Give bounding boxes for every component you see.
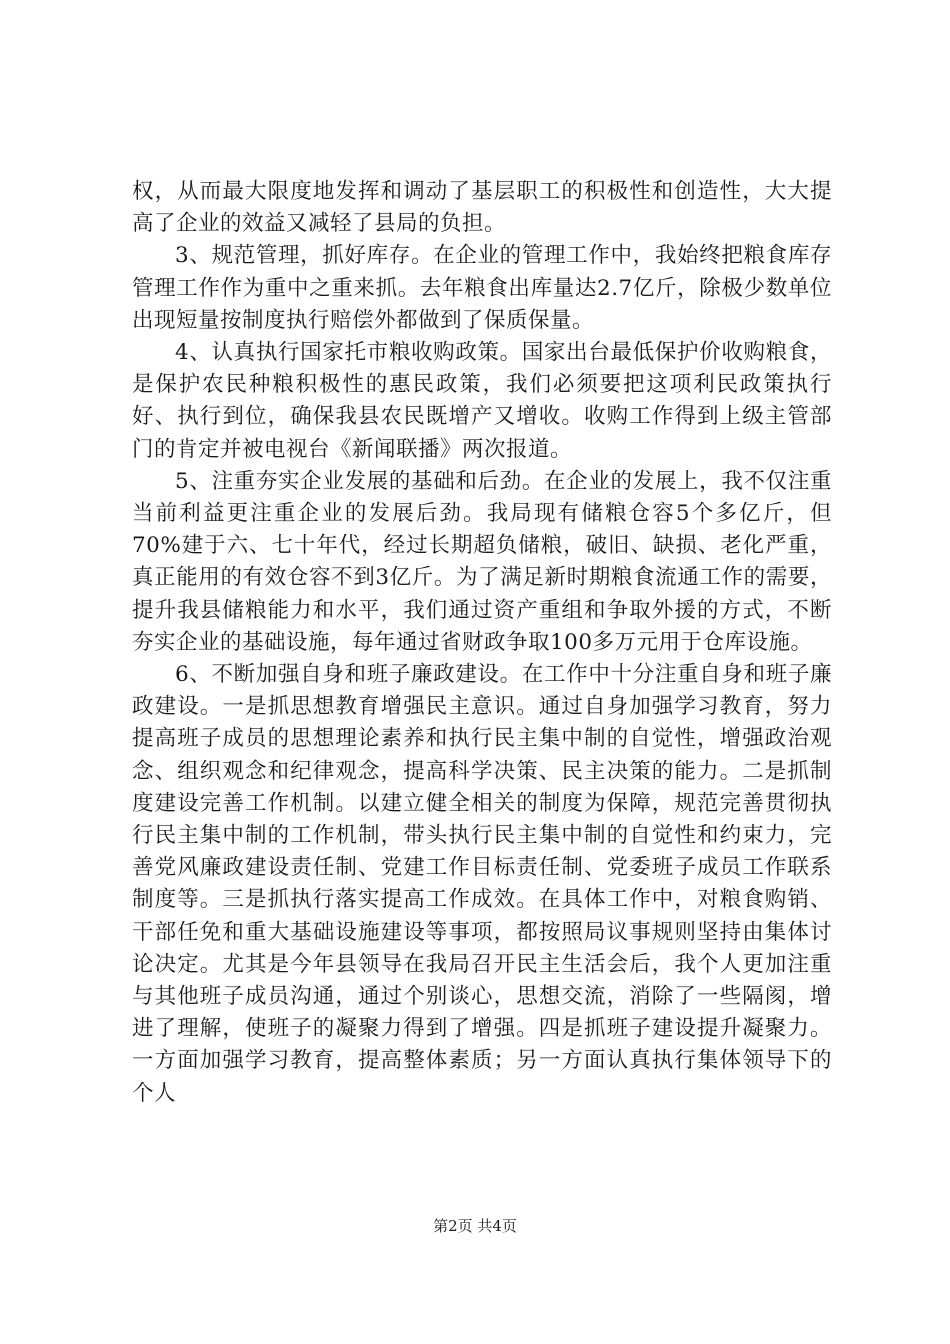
paragraph-continuation: 权，从而最大限度地发挥和调动了基层职工的积极性和创造性，大大提高了企业的效益又减轻了县局的负担。 <box>132 179 832 237</box>
paragraph-item-6: 6、不断加强自身和班子廉政建设。在工作中十分注重自身和班子廉政建设。一是抓思想教育增强民主意识。通过自身加强学习教育，努力提高班子成员的思想理论素养和执行民主集中制的自觉性，增强政治观念、组织观念和纪律观念，提高科学决策、民主决策的能力。二是抓制度建设完善工作机制。以建立健全相关的制度为保障，规范完善贯彻执行民主集中制的工作机制，带头执行民主集中制的自觉性和约束力，完善党风廉政建设责任制、党建工作目标责任制、党委班子成员工作联系制度等。三是抓执行落实提高工作成效。在具体工作中，对粮食购销、干部任免和重大基础设施建设等事项，都按照局议事规则坚持由集体讨论决定。尤其是今年县领导在我局召开民主生活会后，我个人更加注重与其他班子成员沟通，通过个别谈心，思想交流，消除了一些隔阂，增进了理解，使班子的凝聚力得到了增强。四是抓班子建设提升凝聚力。一方面加强学习教育，提高整体素质；另一方面认真执行集体领导下的个人 <box>132 662 832 1106</box>
document-body <box>132 176 832 1110</box>
page-number-footer: 第2页 共4页 <box>433 1217 517 1235</box>
paragraph-item-4: 4、认真执行国家托市粮收购政策。国家出台最低保护价收购粮食，是保护农民种粮积极性的惠民政策，我们必须要把这项利民政策执行好、执行到位，确保我县农民既增产又增收。收购工作得到上级主管部门的肯定并被电视台《新闻联播》两次报道。 <box>132 340 832 462</box>
paragraph-item-5: 5、注重夯实企业发展的基础和后劲。在企业的发展上，我不仅注重当前利益更注重企业的发展后劲。我局现有储粮仓容5个多亿斤，但70%建于六、七十年代，经过长期超负储粮，破旧、缺损、老化严重，真正能用的有效仓容不到3亿斤。为了满足新时期粮食流通工作的需要，提升我县储粮能力和水平，我们通过资产重组和争取外援的方式，不断夯实企业的基础设施，每年通过省财政争取100多万元用于仓库设施。 <box>132 468 832 655</box>
paragraph-item-3: 3、规范管理，抓好库存。在企业的管理工作中，我始终把粮食库存管理工作作为重中之重来抓。去年粮食出库量达2.7亿斤，除极少数单位出现短量按制度执行赔偿外都做到了保质保量。 <box>132 243 832 333</box>
